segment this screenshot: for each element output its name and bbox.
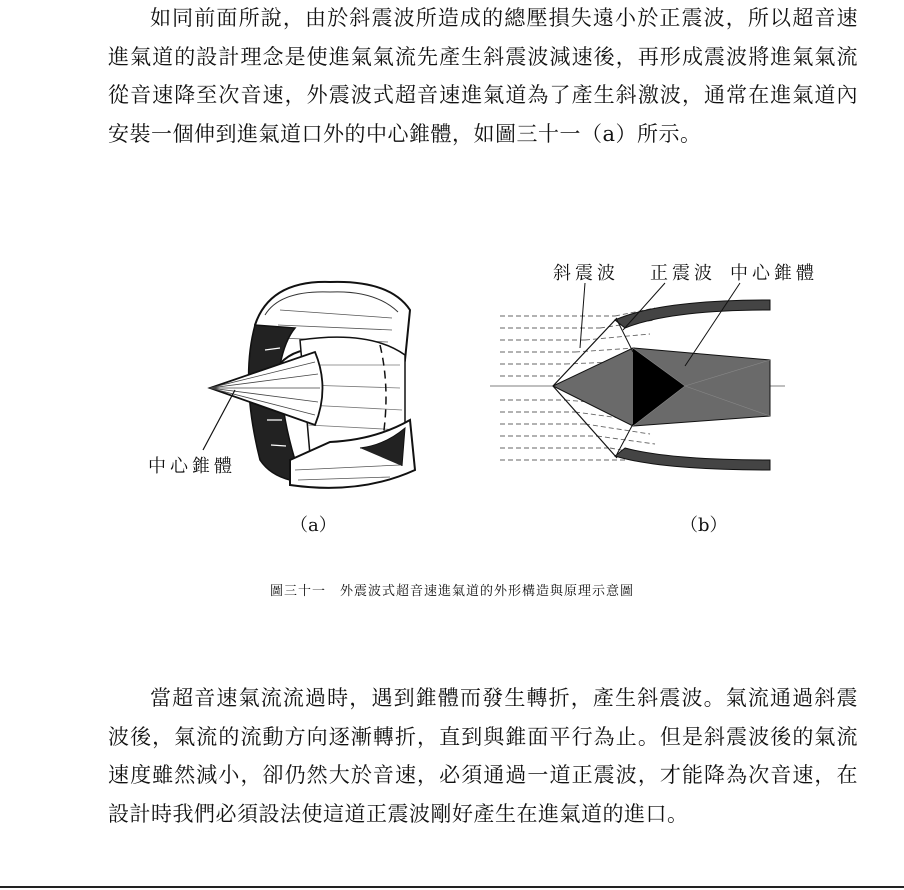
callout-normal-shock: 正震波 bbox=[650, 263, 716, 284]
callout-center-cone-a: 中心錐體 bbox=[148, 456, 236, 477]
figure-caption: 圖三十一 外震波式超音速進氣道的外形構造與原理示意圖 bbox=[269, 584, 634, 599]
page-bottom-rule bbox=[0, 886, 904, 888]
cowl-upper-b bbox=[615, 300, 770, 328]
callout-center-cone-b: 中心錐體 bbox=[730, 263, 818, 284]
figure-a-sublabel: （a） bbox=[290, 515, 337, 536]
cowl-lower-b bbox=[615, 448, 770, 470]
paragraph-intro: 如同前面所說，由於斜震波所造成的總壓損失遠小於正震波，所以超音速進氣道的設計理念是使進氣氣流先產生斜震波減速後，再形成震波將進氣氣流從音速降至次音速，外震波式超音速進氣道為了產生斜激波，通常在進氣道內安裝一個伸到進氣道口外的中心錐體，如圖三十一（a）所示。 bbox=[108, 6, 858, 146]
paragraph-explanation: 當超音速氣流流過時，遇到錐體而發生轉折，產生斜震波。氣流通過斜震波後，氣流的流動方向逐漸轉折，直到與錐面平行為止。但是斜震波後的氣流速度雖然減小，卻仍然大於音速，必須通過一道正震波，才能降為次音速，在設計時我們必須設法使這道正震波剛好產生在進氣道的進口。 bbox=[108, 686, 858, 826]
callout-oblique-shock: 斜震波 bbox=[553, 263, 619, 284]
figure-b-sublabel: （b） bbox=[680, 515, 728, 536]
